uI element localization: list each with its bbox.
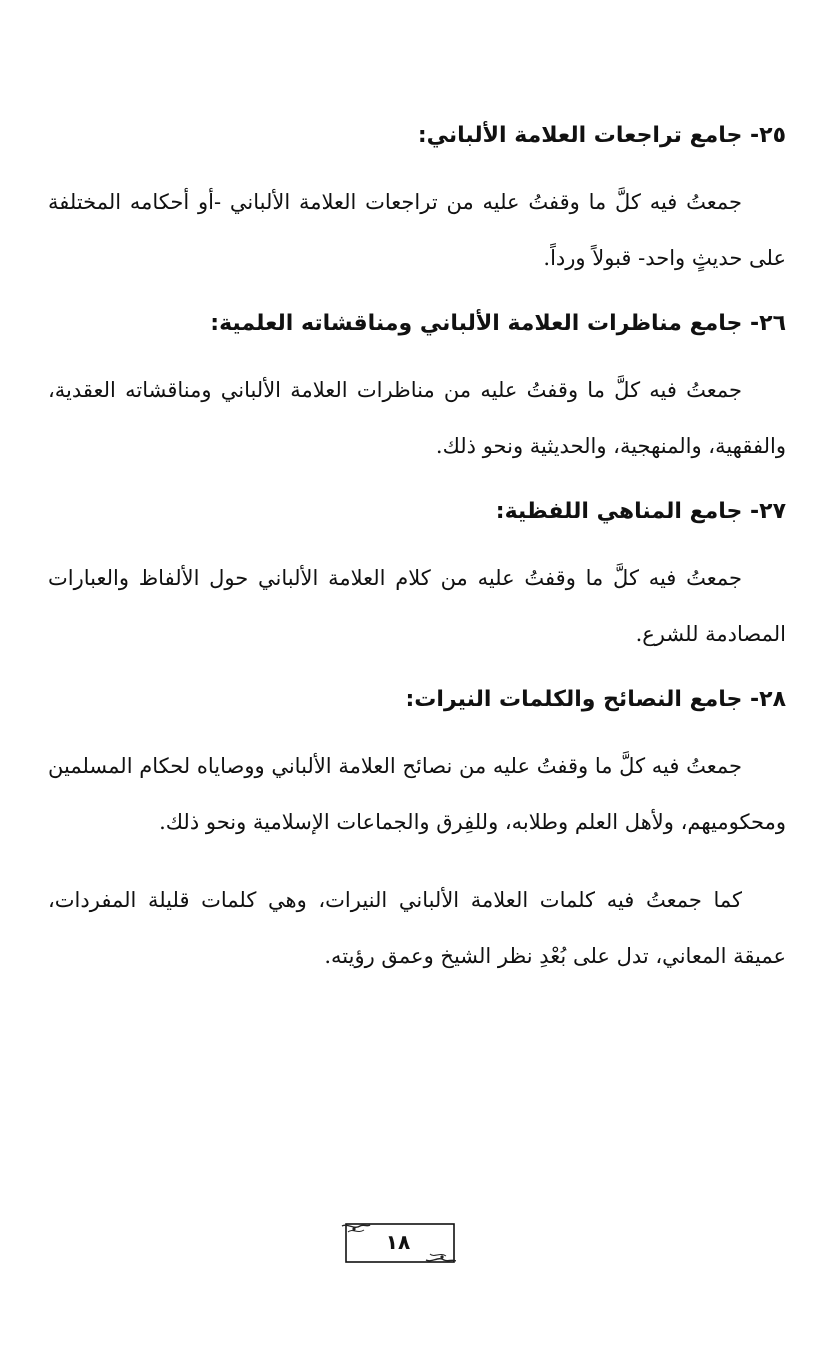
page-number: ١٨ [385, 1230, 411, 1254]
section-28-paragraph-1: جمعتُ فيه كلَّ ما وقفتُ عليه من نصائح العلامة الألباني ووصاياه لحكام المسلمين ومحكوميهم، ولأهل العلم وطلابه، وللفِرق والجماعات الإسلامية ونحو ذلك. [48, 754, 786, 834]
section-heading-26: ٢٦- جامع مناظرات العلامة الألباني ومناقشاته العلمية: [210, 311, 786, 336]
section-26-paragraph: جمعتُ فيه كلَّ ما وقفتُ عليه من مناظرات العلامة الألباني ومناقشاته العقدية، والفقهية، والمنهجية، والحديثية ونحو ذلك. [48, 378, 786, 458]
section-heading-25: ٢٥- جامع تراجعات العلامة الألباني: [417, 123, 786, 148]
section-heading-28: ٢٨- جامع النصائح والكلمات النيرات: [405, 687, 786, 712]
section-28-paragraph-2: كما جمعتُ فيه كلمات العلامة الألباني النيرات، وهي كلمات قليلة المفردات، عميقة المعاني، تدل على بُعْدِ نظر الشيخ وعمق رؤيته. [48, 888, 786, 968]
page-content [48, 108, 786, 994]
section-25-paragraph: جمعتُ فيه كلَّ ما وقفتُ عليه من تراجعات العلامة الألباني -أو أحكامه المختلفة على حديثٍ واحد- قبولاً ورداً. [48, 190, 786, 270]
page-footer [340, 1222, 456, 1264]
section-27-paragraph: جمعتُ فيه كلَّ ما وقفتُ عليه من كلام العلامة الألباني حول الألفاظ والعبارات المصادمة للشرع. [48, 566, 786, 646]
section-heading-27: ٢٧- جامع المناهي اللفظية: [495, 499, 786, 524]
